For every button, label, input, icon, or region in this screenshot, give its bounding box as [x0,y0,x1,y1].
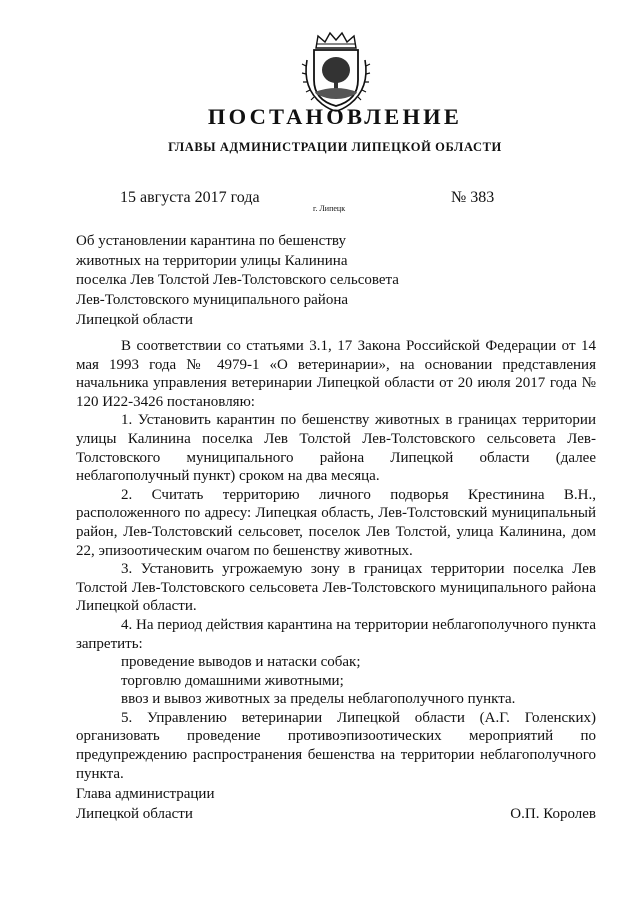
prohibition-item: проведение выводов и натаски собак; [121,654,361,671]
document-city: г. Липецк [313,204,346,213]
signatory-position: Глава администрации [76,786,215,802]
document-subject [76,232,456,331]
signature-block [76,785,596,824]
subject-line: Лев-Толстовского муниципального района [76,292,349,309]
subject-line: Об установлении карантина по бешенству [76,233,346,249]
clause-3-paragraph: 3. Установить угрожаемую зону в границах территории поселка Лев Толстой Лев-Толстовского сельсовета Лев-Толстовского муниципального района Липецкой области. [76,561,596,615]
preamble-paragraph: В соответствии со статьями 3.1, 17 Закона Российской Федерации от 14 мая 1993 года № 4979-1 «О ветеринарии», на основании представления начальника управления ветеринарии Липецкой области от 20 июля 2017 года № 120 И22-3426 постановляю: [76,338,596,410]
document-date: 15 августа 2017 года [120,189,260,206]
prohibition-item: ввоз и вывоз животных за пределы неблагополучного пункта. [121,691,516,708]
signatory-name: О.П. Королев [510,805,596,822]
clause-1-paragraph: 1. Установить карантин по бешенству животных в границах территории улицы Калинина поселка Лев Толстой Лев-Толстовского сельсовета Лев-Толстовского муниципального района Липецкой области (далее неблагополучный пункт) сроком на два месяца. [76,412,596,485]
document-title: ПОСТАНОВЛЕНИЕ [207,104,463,129]
subject-line: Липецкой области [76,311,193,328]
clause-4-paragraph: 4. На период действия карантина на территории неблагополучного пункта запретить: [76,616,596,652]
clause-5-paragraph: 5. Управлению ветеринарии Липецкой области (А.Г. Голенских) организовать проведение противоэпизоотических мероприятий по предупреждению распространения бешенства на территории неблагополучного пункта. [76,709,596,782]
signatory-position: Липецкой области [76,805,193,822]
subject-line: животных на территории улицы Калинина [76,252,348,269]
document-body [76,337,596,783]
clause-2-paragraph: 2. Считать территорию личного подворья Крестинина В.Н., расположенного по адресу: Липецкая область, Лев-Толстовский муниципальный район, Лев-Толстовский сельсовет, поселок Лев Толстой, улица Калинина, дом 22, эпизоотическим очагом по бешенству животных. [76,486,596,559]
document-number: № 383 [451,189,495,206]
prohibition-item: торговлю домашними животными; [121,672,344,689]
issuer-subtitle: ГЛАВЫ АДМИНИСТРАЦИИ ЛИПЕЦКОЙ ОБЛАСТИ [168,140,502,154]
subject-line: поселка Лев Толстой Лев-Толстовского сельсовета [76,272,399,289]
lipetsk-coat-of-arms-icon [298,30,374,114]
